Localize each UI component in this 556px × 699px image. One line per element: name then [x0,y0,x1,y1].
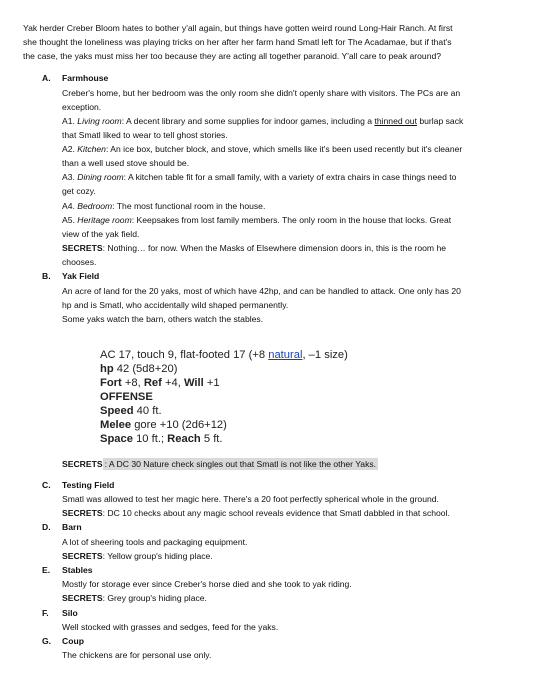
section-b-line: An acre of land for the 20 yaks, most of which have 42hp, and can be handled to attack. One only has 20 [62,286,461,296]
section-c-secrets: SECRETS: DC 10 checks about any magic school reveals evidence that Smatl dabbled in that school. [62,508,450,518]
section-b-title: Yak Field [62,271,100,281]
section-g-letter: G. [42,636,52,646]
section-f-letter: F. [42,608,49,618]
stat-space-reach: Space 10 ft.; Reach 5 ft. [100,433,223,445]
intro-line-2: she thought the loneliness was playing tricks on her after her farm hand Smatl left for The Acadamae, but if that's [23,37,452,47]
room-a2-cont: than a well used stove should be. [62,158,190,168]
section-c-letter: C. [42,480,51,490]
section-e-title: Stables [62,565,93,575]
intro-line-3: the case, the yaks must miss her too because they are acting all together paranoid. Y'all care to peak around? [23,51,442,61]
room-a1-cont: that Smatl liked to wear to tell ghost stories. [62,130,228,140]
stat-ac: AC 17, touch 9, flat-footed 17 (+8 natural, –1 size) [100,349,348,361]
stat-saves: Fort +8, Ref +4, Will +1 [100,377,220,389]
section-g-line: The chickens are for personal use only. [62,650,212,660]
section-c-title: Testing Field [62,480,115,490]
section-a-secrets: SECRETS: Nothing… for now. When the Masks of Elsewhere dimension doors in, this is the room he [62,243,447,253]
section-f-line: Well stocked with grasses and sedges, feed for the yaks. [62,622,279,632]
room-a5: A5. Heritage room: Keepsakes from lost family members. The only room in the house that locks. Great [62,215,452,225]
stat-speed: Speed 40 ft. [100,405,162,417]
section-a-title: Farmhouse [62,73,109,83]
stat-offense-heading: OFFENSE [100,391,153,403]
intro-line-1: Yak herder Creber Bloom hates to bother y'all again, but things have gotten weird round Long-Hair Ranch. At first [23,23,453,33]
section-a-letter: A. [42,73,51,83]
section-b-letter: B. [42,271,51,281]
section-a-line: exception. [62,102,102,112]
room-a5-cont: view of the yak field. [62,229,140,239]
section-c-line: Smatl was allowed to test her magic here. There's a 20 foot perfectly spherical whole in the ground. [62,494,439,504]
room-a3: A3. Dining room: A kitchen table fit for a small family, with a variety of extra chairs in case things need to [62,172,457,182]
section-d-line: A lot of sheering tools and packaging equipment. [62,537,248,547]
section-d-title: Barn [62,522,82,532]
section-f-title: Silo [62,608,78,618]
section-e-line: Mostly for storage ever since Creber's horse died and she took to yak riding. [62,579,352,589]
room-a3-cont: get cozy. [62,186,96,196]
section-b-line: Some yaks watch the barn, others watch the stables. [62,314,264,324]
stat-hp: hp 42 (5d8+20) [100,363,178,375]
section-a-secrets-cont: chooses. [62,257,97,267]
section-b-secrets: SECRETS : A DC 30 Nature check singles out that Smatl is not like the other Yaks. [62,459,377,469]
section-e-letter: E. [42,565,51,575]
section-d-letter: D. [42,522,51,532]
section-b-line: hp and is Smatl, who accidentally wild shaped permanently. [62,300,289,310]
stat-melee: Melee gore +10 (2d6+12) [100,419,227,431]
room-a2: A2. Kitchen: An ice box, butcher block, and stove, which smells like it's been used recently but it's cleaner [62,144,463,154]
section-d-secrets: SECRETS: Yellow group's hiding place. [62,551,213,561]
section-g-title: Coup [62,636,84,646]
room-a4: A4. Bedroom: The most functional room in the house. [62,201,266,211]
section-e-secrets: SECRETS: Grey group's hiding place. [62,593,207,603]
room-a1: A1. Living room: A decent library and some supplies for indoor games, including a thinned out burlap sack [62,116,464,126]
thinned-out-link[interactable]: thinned out [374,116,417,126]
natural-link[interactable]: natural [268,349,303,361]
section-a-line: Creber's home, but her bedroom was the only room she didn't openly share with visitors. The PCs are an [62,88,461,98]
